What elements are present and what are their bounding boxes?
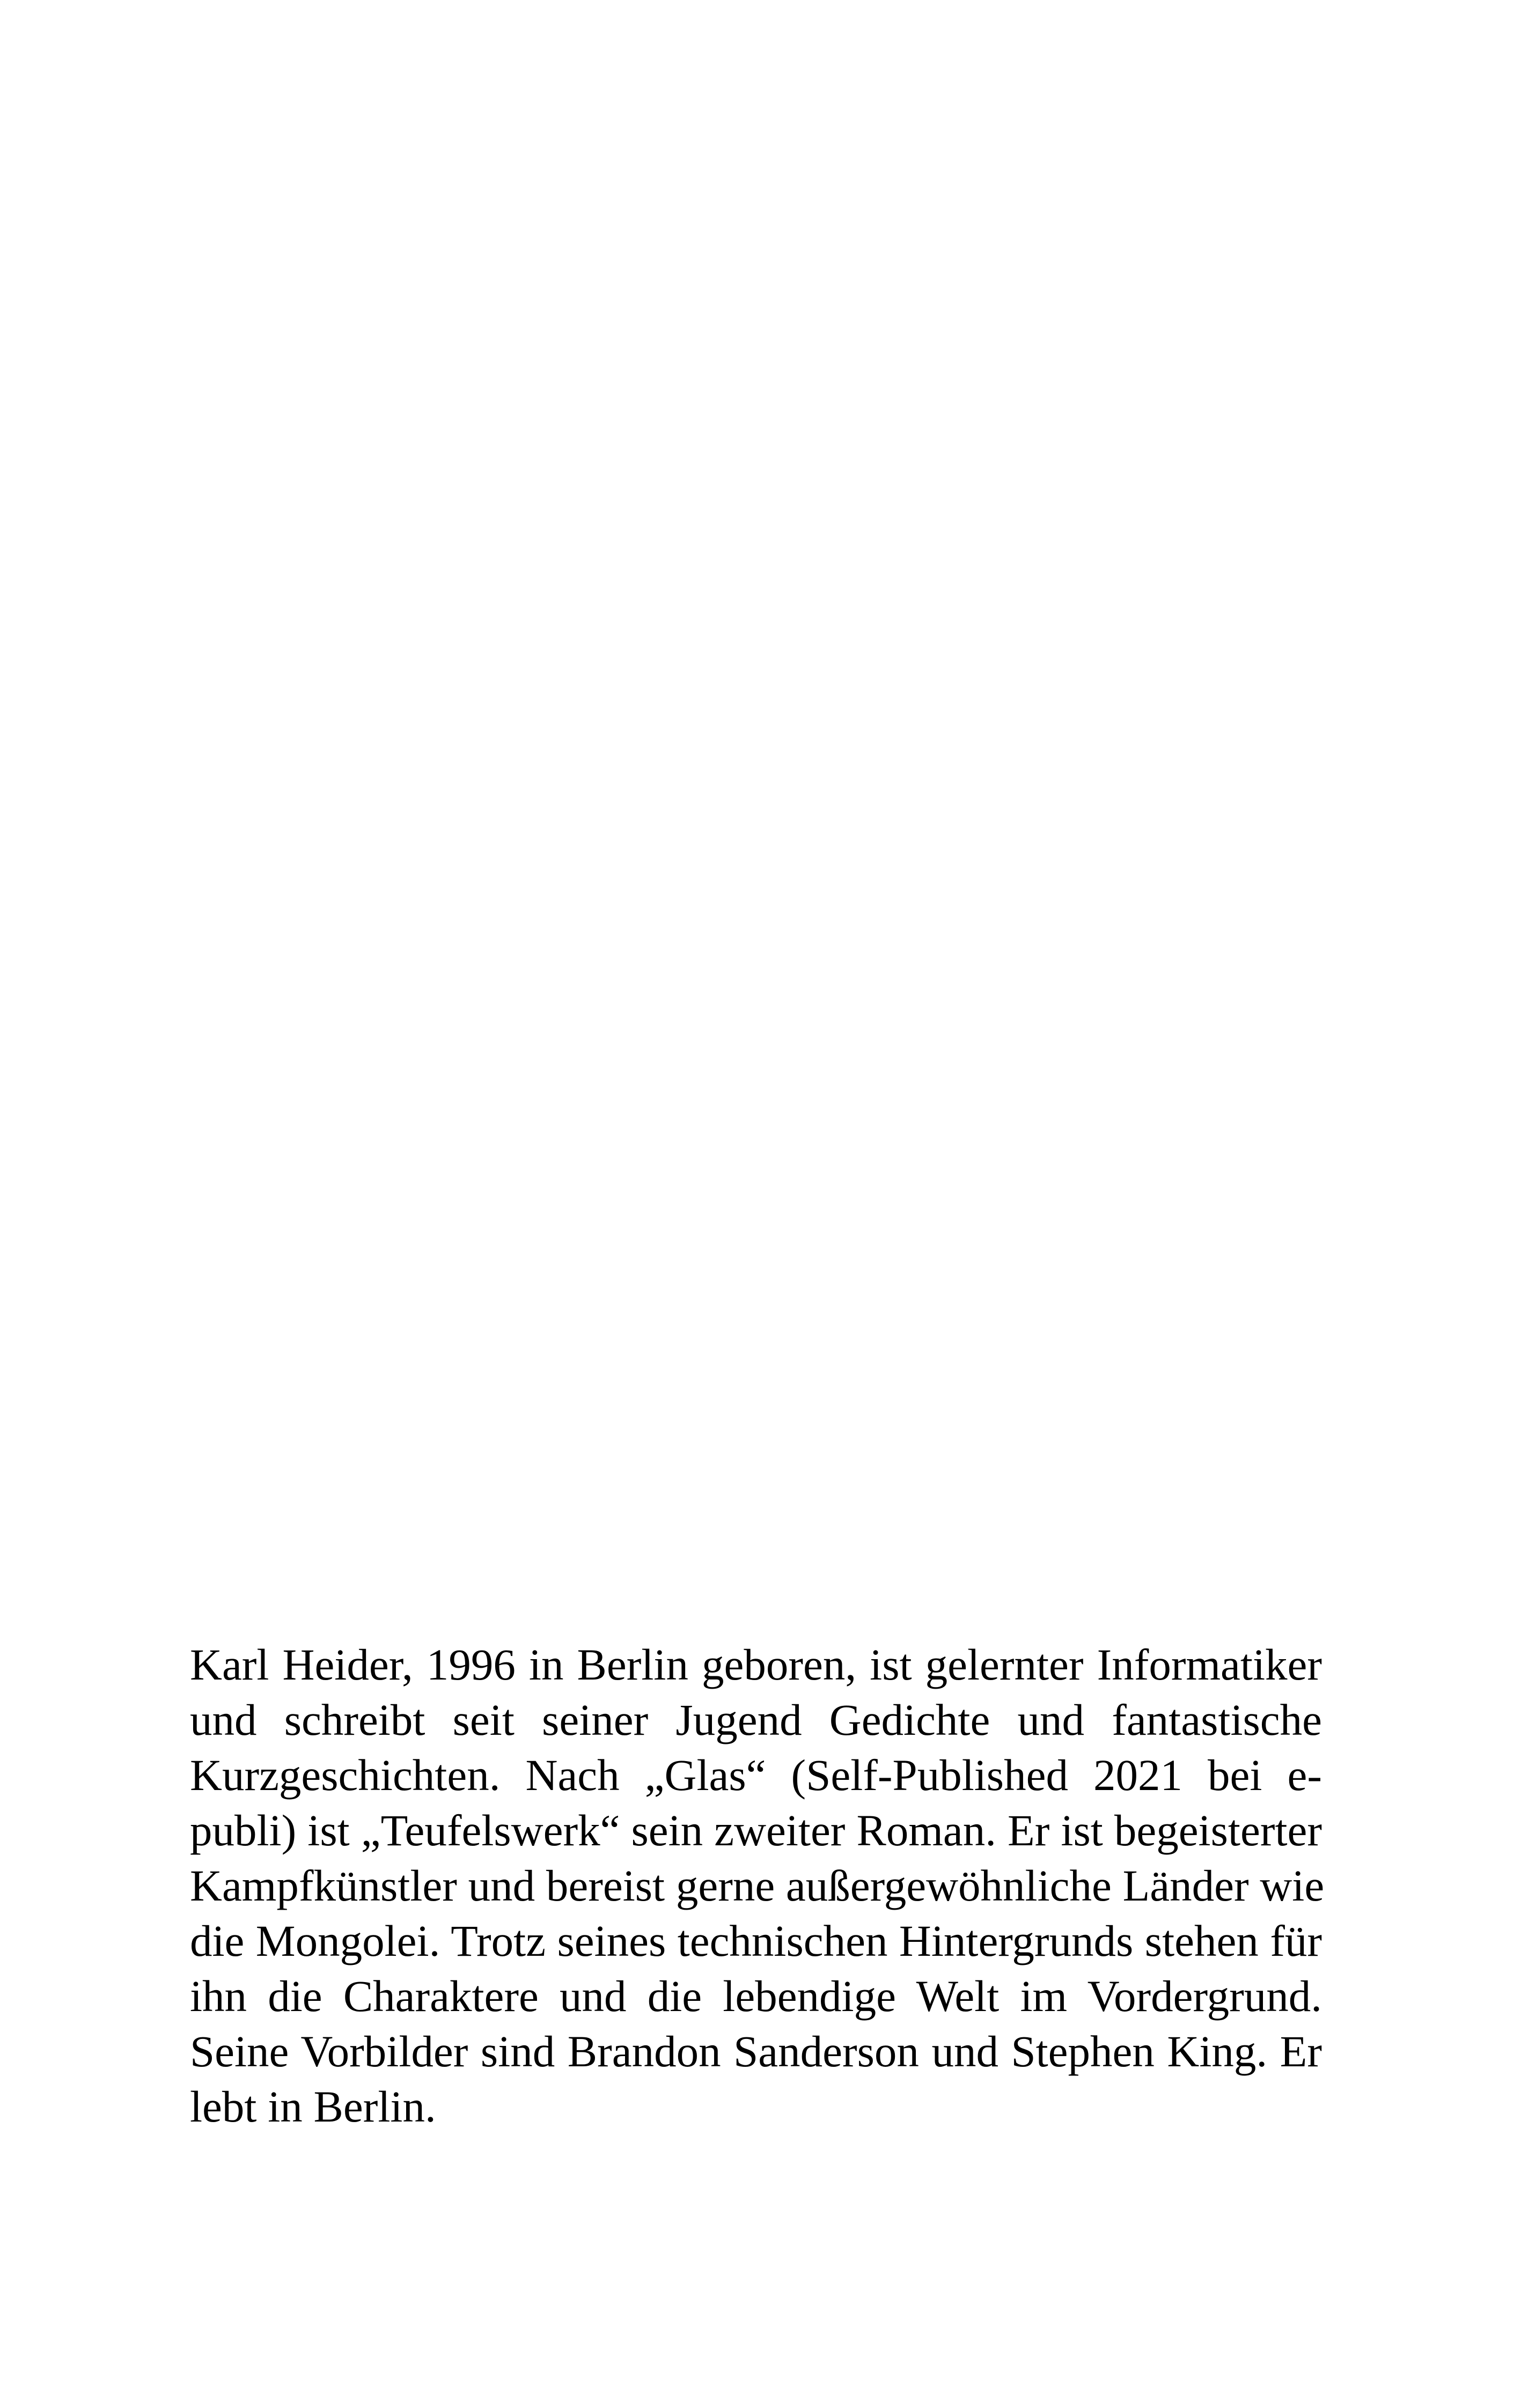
bio-line-4: publi) ist „Teufelswerk“ sein zweiter Roman. Er ist begeisterter xyxy=(190,1806,1322,1855)
bio-line-8: Seine Vorbilder sind Brandon Sanderson und Stephen King. Er xyxy=(190,2027,1322,2076)
bio-line-6: die Mongolei. Trotz seines technischen Hintergrunds stehen für xyxy=(190,1916,1322,1965)
bio-line-1: Karl Heider, 1996 in Berlin geboren, ist gelernter Informatiker xyxy=(190,1640,1322,1689)
bio-line-2: und schreibt seit seiner Jugend Gedichte und fantastische xyxy=(190,1695,1322,1744)
bio-line-9: lebt in Berlin. xyxy=(190,2082,436,2131)
author-biography xyxy=(190,1637,1325,2134)
bio-line-5: Kampfkünstler und bereist gerne außergewöhnliche Länder wie xyxy=(190,1861,1325,1910)
bio-line-7: ihn die Charaktere und die lebendige Welt im Vordergrund. xyxy=(190,1971,1322,2021)
bio-line-3: Kurzgeschichten. Nach „Glas“ (Self-Published 2021 bei e- xyxy=(190,1750,1322,1800)
